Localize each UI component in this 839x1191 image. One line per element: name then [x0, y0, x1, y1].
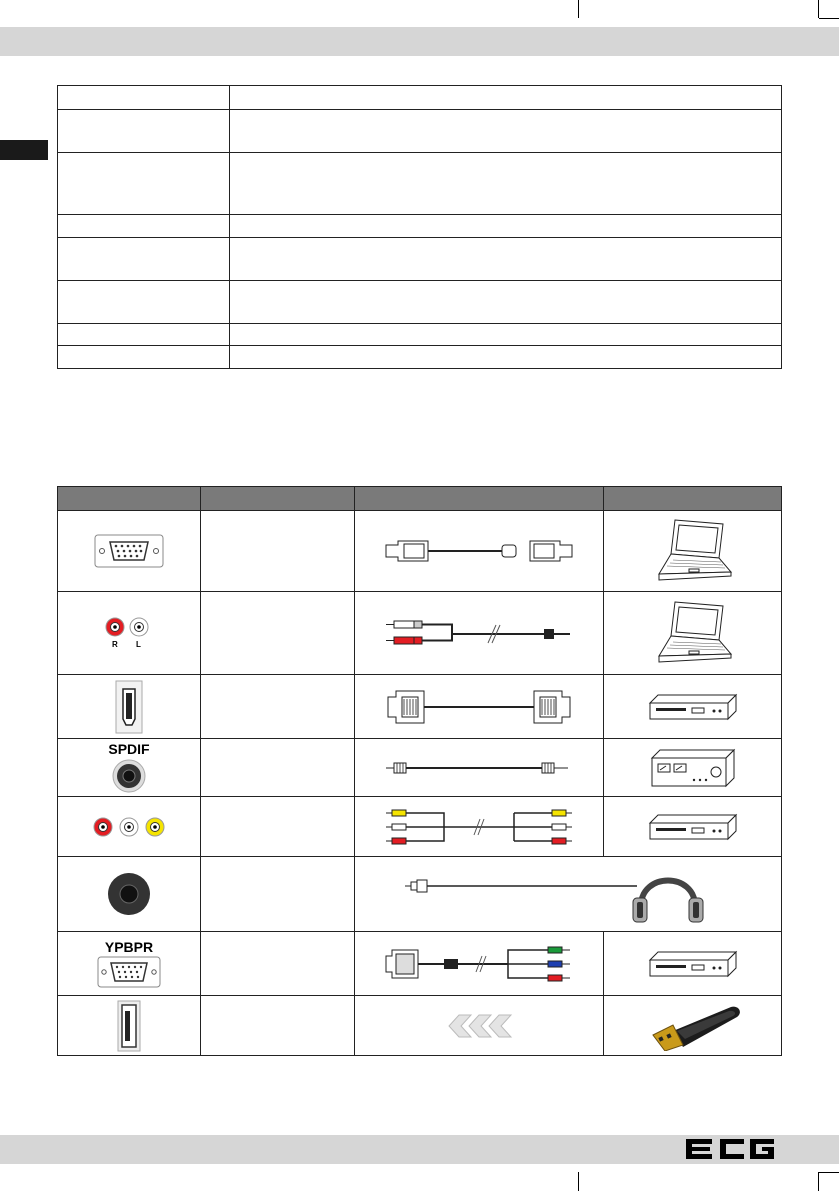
dvd-player-icon	[648, 950, 738, 978]
table-row	[58, 281, 782, 324]
usb-stick-icon	[643, 1001, 743, 1051]
hdmi-cable-icon	[384, 687, 574, 727]
table-row	[58, 511, 782, 592]
laptop-icon	[653, 518, 733, 584]
table-row	[58, 238, 782, 281]
amplifier-icon	[650, 748, 736, 788]
headphone-cable-icon	[403, 862, 733, 926]
spdif-label: SPDIF	[108, 740, 150, 757]
header-cell	[604, 487, 782, 511]
crop-mark	[819, 18, 839, 19]
side-tab	[0, 140, 48, 160]
av-cable-icon	[384, 804, 574, 850]
registration-mark	[578, 0, 579, 18]
spec-table	[57, 85, 782, 369]
table-row	[58, 797, 782, 857]
table-row	[58, 592, 782, 675]
table-row	[58, 324, 782, 346]
table-header-row	[58, 487, 782, 511]
header-band	[0, 27, 839, 56]
crop-mark	[819, 1172, 839, 1173]
registration-mark	[578, 1172, 579, 1191]
usb-port-icon	[116, 999, 142, 1053]
l-label: L	[136, 640, 141, 649]
audio-rl-port-icon	[99, 615, 159, 651]
table-row	[58, 739, 782, 797]
table-row	[58, 857, 782, 932]
audio-cable-icon	[384, 611, 574, 655]
dvd-player-icon	[648, 693, 738, 721]
vga-port-icon	[94, 534, 164, 568]
table-row	[58, 932, 782, 996]
ecg-logo-mark	[682, 1137, 778, 1161]
table-row	[58, 153, 782, 215]
vga-cable-icon	[384, 531, 574, 571]
header-cell	[355, 487, 604, 511]
table-row	[58, 346, 782, 369]
crop-mark	[818, 0, 819, 18]
table-row	[58, 675, 782, 739]
dvd-player-icon	[648, 813, 738, 841]
ypbpr-label: YPBPR	[104, 938, 154, 955]
headphone-port-icon	[106, 871, 152, 917]
spdif-cable-icon	[384, 756, 574, 780]
header-cell	[201, 487, 355, 511]
r-label: R	[112, 640, 118, 649]
table-row	[58, 110, 782, 153]
ecg-logo	[682, 1137, 778, 1166]
crop-mark	[818, 1172, 819, 1191]
table-row	[58, 996, 782, 1056]
table-row	[58, 86, 782, 110]
header-cell	[58, 487, 201, 511]
spdif-port-icon	[111, 758, 147, 794]
ypbpr-port-icon	[97, 956, 161, 988]
av-rca-port-icon	[89, 815, 169, 839]
connection-table	[57, 486, 782, 1056]
hdmi-port-icon	[114, 679, 144, 735]
ypbpr-cable-icon	[384, 944, 574, 984]
insert-arrows-icon	[439, 1013, 519, 1039]
laptop-icon	[653, 600, 733, 666]
table-row	[58, 215, 782, 238]
